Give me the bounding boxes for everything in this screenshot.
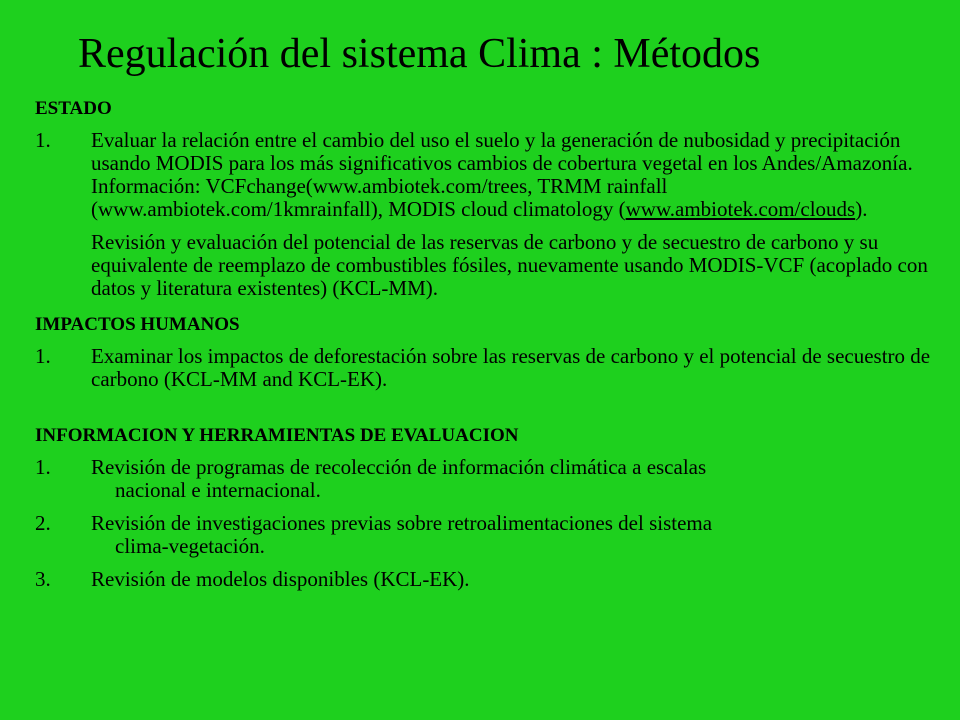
carbon-review-paragraph: Revisión y evaluación del potencial de las reservas de carbono y de secuestro de carbono y su equivalente de reemplazo de combustibles fósiles, nuevamente usando MODIS-VCF (acoplado con datos y literatura existentes) (KCL-MM). (91, 230, 928, 300)
item-text-continued: clima-vegetación. (115, 534, 265, 558)
item-number: 3. (35, 567, 51, 591)
slide-content (35, 92, 935, 591)
list-item (35, 568, 935, 591)
page-title: Regulación del sistema Clima : Métodos (78, 31, 761, 77)
item-text: Revisión de investigaciones previas sobre retroalimentaciones del sistema (91, 511, 713, 535)
section-heading-impactos: IMPACTOS HUMANOS (35, 314, 240, 335)
item-text: Revisión de modelos disponibles (KCL-EK). (91, 567, 470, 591)
list-item (35, 512, 935, 558)
item-number: 1. (35, 344, 51, 368)
item-number: 1. (35, 128, 51, 152)
item-number: 2. (35, 511, 51, 535)
item-text-continued: nacional e internacional. (115, 478, 321, 502)
list-item (35, 345, 935, 391)
section-heading-estado: ESTADO (35, 98, 112, 119)
list-item (35, 456, 935, 502)
item-text: Evaluar la relación entre el cambio del uso el suelo y la generación de nubosidad y precipitación usando MODIS para los más significativos cambios de cobertura vegetal en los Andes/Amazonía. Información: VCFchange(www.ambiotek.com/trees, TRMM rainfall (www.ambiotek.com/1kmrainfall), MODIS cloud climatology (www.ambiotek.com/clouds). (91, 128, 913, 221)
section-heading-informacion: INFORMACION Y HERRAMIENTAS DE EVALUACION (35, 425, 519, 446)
clouds-link[interactable]: www.ambiotek.com/clouds (625, 197, 856, 221)
list-item (35, 129, 935, 221)
item-text: Examinar los impactos de deforestación sobre las reservas de carbono y el potencial de secuestro de carbono (KCL-MM and KCL-EK). (91, 344, 931, 391)
item-text: Revisión de programas de recolección de información climática a escalas (91, 455, 707, 479)
item-number: 1. (35, 455, 51, 479)
